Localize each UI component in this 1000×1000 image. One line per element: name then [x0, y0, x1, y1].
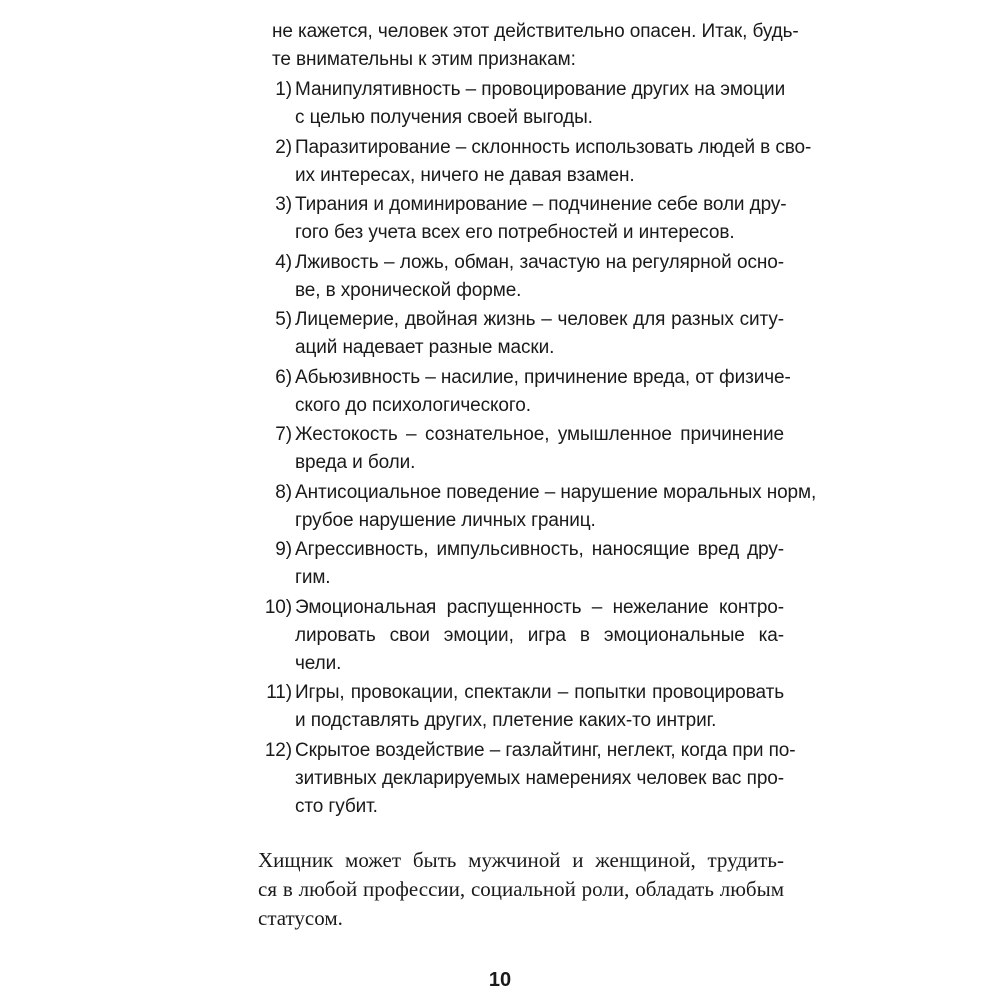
list-item-line: сто губит.: [295, 795, 378, 817]
list-item-line: гим.: [295, 567, 331, 588]
list-item: [258, 421, 784, 477]
list-item-line: вреда и боли.: [295, 452, 416, 473]
list-item: [258, 134, 812, 190]
list-item-number: 2): [275, 136, 292, 158]
intro-paragraph: [272, 18, 799, 74]
list-item-line: Лживость – ложь, обман, зачастую на регулярной осно-: [295, 251, 784, 273]
list-item: [258, 737, 796, 821]
list-item-number: 3): [275, 194, 292, 215]
list-item-line: Манипулятивность – провоцирование других на эмоции: [295, 79, 786, 100]
list-item: [258, 191, 787, 247]
signs-list: [258, 76, 817, 822]
list-item-line: Эмоциональная распущенность – нежелание контро-: [295, 596, 784, 618]
list-item-line: Абьюзивность – насилие, причинение вреда, от физиче-: [295, 366, 791, 388]
list-item-line: их интересах, ничего не давая взамен.: [295, 164, 635, 186]
page-number: 10: [488, 969, 512, 991]
intro-line: те внимательны к этим признакам:: [272, 49, 576, 70]
list-item: [258, 679, 784, 735]
list-item-line: ве, в хронической форме.: [295, 279, 522, 301]
list-item-line: Паразитирование – склонность использовать людей в сво-: [295, 136, 812, 158]
list-item: [258, 364, 791, 420]
list-item-number: 6): [275, 366, 292, 388]
list-item-number: 4): [275, 251, 292, 273]
closing-line: ся в любой профессии, социальной роли, обладать любым: [258, 877, 784, 901]
list-item-number: 7): [275, 424, 292, 445]
list-item-line: и подставлять других, плетение каких-то интриг.: [295, 710, 717, 731]
list-item: [258, 479, 817, 535]
list-item-line: лировать свои эмоции, игра в эмоциональные ка-: [295, 624, 784, 646]
list-item-line: Тирания и доминирование – подчинение себе воли дру-: [295, 194, 787, 215]
list-item: [258, 594, 784, 678]
list-item: [258, 536, 784, 592]
list-item-line: Агрессивность, импульсивность, наносящие вред дру-: [295, 539, 784, 560]
list-item-number: 8): [275, 481, 292, 503]
list-item: [258, 249, 784, 305]
list-item-line: Скрытое воздействие – газлайтинг, неглект, когда при по-: [295, 739, 796, 761]
list-item: [258, 76, 784, 132]
list-item-number: 11): [266, 682, 292, 703]
list-item-line: ского до психологического.: [295, 394, 531, 416]
list-item-number: 10): [264, 596, 292, 618]
list-item-line: гого без учета всех его потребностей и интересов.: [295, 222, 735, 243]
closing-paragraph: [258, 846, 784, 933]
closing-line: Хищник может быть мужчиной и женщиной, трудить-: [258, 848, 784, 872]
list-item-line: Жестокость – сознательное, умышленное причинение: [295, 424, 784, 445]
list-item: [258, 306, 784, 362]
list-item-line: чели.: [295, 652, 342, 674]
list-item-line: Игры, провокации, спектакли – попытки провоцировать: [295, 682, 784, 703]
list-item-number: 12): [264, 739, 292, 761]
list-item-number: 1): [275, 79, 292, 100]
list-item-number: 9): [275, 539, 292, 560]
list-item-line: Лицемерие, двойная жизнь – человек для разных ситу-: [295, 309, 784, 330]
closing-line: статусом.: [258, 906, 343, 930]
list-item-line: с целью получения своей выгоды.: [295, 107, 593, 128]
list-item-line: аций надевает разные маски.: [295, 337, 555, 358]
list-item-line: грубое нарушение личных границ.: [295, 509, 596, 531]
list-item-line: зитивных декларируемых намерениях человек вас про-: [295, 767, 784, 789]
list-item-line: Антисоциальное поведение – нарушение моральных норм,: [295, 481, 817, 503]
intro-line: не кажется, человек этот действительно опасен. Итак, будь-: [272, 21, 799, 42]
list-item-number: 5): [275, 309, 292, 330]
